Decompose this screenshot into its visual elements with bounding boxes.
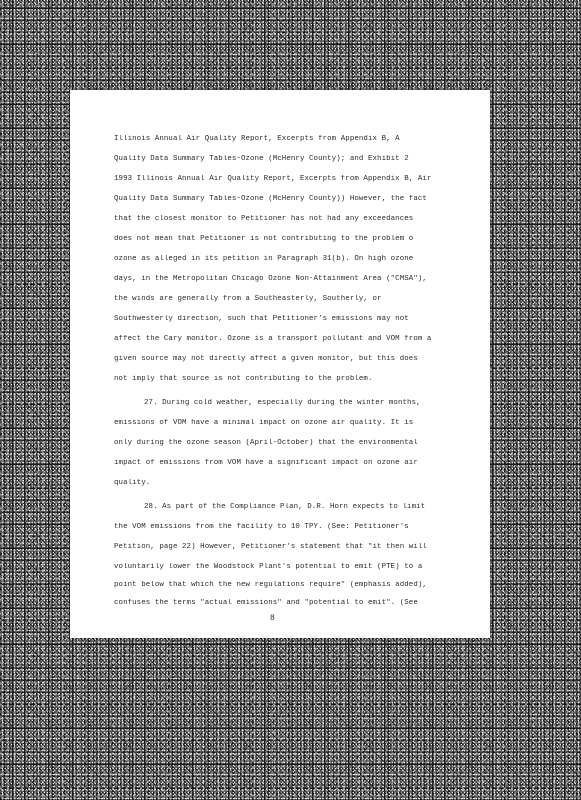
text-line: Petition, page 22) However, Petitioner's statement that "it then will [114, 543, 427, 551]
text-line: point below that which the new regulations require" (emphasis added), [114, 581, 427, 589]
page-number: 8 [270, 614, 275, 623]
text-line: quality. [114, 479, 151, 487]
text-line: that the closest monitor to Petitioner has not had any exceedances [114, 215, 414, 223]
text-line: impact of emissions from VOM have a significant impact on ozone air [114, 459, 418, 467]
text-line: the VOM emissions from the facility to 10 TPY. (See: Petitioner's [114, 523, 409, 531]
text-line: affect the Cary monitor. Ozone is a transport pollutant and VOM from a [114, 335, 432, 343]
text-line: Southwesterly direction, such that Petitioner's emissions may not [114, 315, 409, 323]
text-line: Quality Data Summary Tables-Ozone (McHenry County)) However, the fact [114, 195, 427, 203]
text-line: voluntarily lower the Woodstock Plant's potential to emit (PTE) to a [114, 563, 423, 571]
text-line: emissions of VOM have a minimal impact on ozone air quality. It is [114, 419, 414, 427]
text-line: given source may not directly affect a given monitor, but this does [114, 355, 418, 363]
text-line: Quality Data Summary Tables-Ozone (McHenry County); and Exhibit 2 [114, 155, 409, 163]
text-line: ozone as alleged in its petition in Paragraph 31(b). On high ozone [114, 255, 414, 263]
text-line: the winds are generally from a Southeasterly, Southerly, or [114, 295, 382, 303]
text-line: Illinois Annual Air Quality Report, Excerpts from Appendix B, A [114, 135, 400, 143]
text-line: 1993 Illinois Annual Air Quality Report, Excerpts from Appendix B, Air [114, 175, 432, 183]
paragraph-28-line: 28. As part of the Compliance Plan, D.R. Horn expects to limit [144, 503, 426, 511]
text-line: confuses the terms "actual emissions" and "potential to emit". (See [114, 599, 418, 607]
text-line: does not mean that Petitioner is not contributing to the problem o [114, 235, 414, 243]
paragraph-27-line: 27. During cold weather, especially during the winter months, [144, 399, 421, 407]
text-line: only during the ozone season (April-October) that the environmental [114, 439, 418, 447]
document-page [70, 90, 490, 638]
text-line: not imply that source is not contributing to the problem. [114, 375, 373, 383]
text-line: days, in the Metropolitan Chicago Ozone Non-Attainment Area ("CMSA"), [114, 275, 427, 283]
